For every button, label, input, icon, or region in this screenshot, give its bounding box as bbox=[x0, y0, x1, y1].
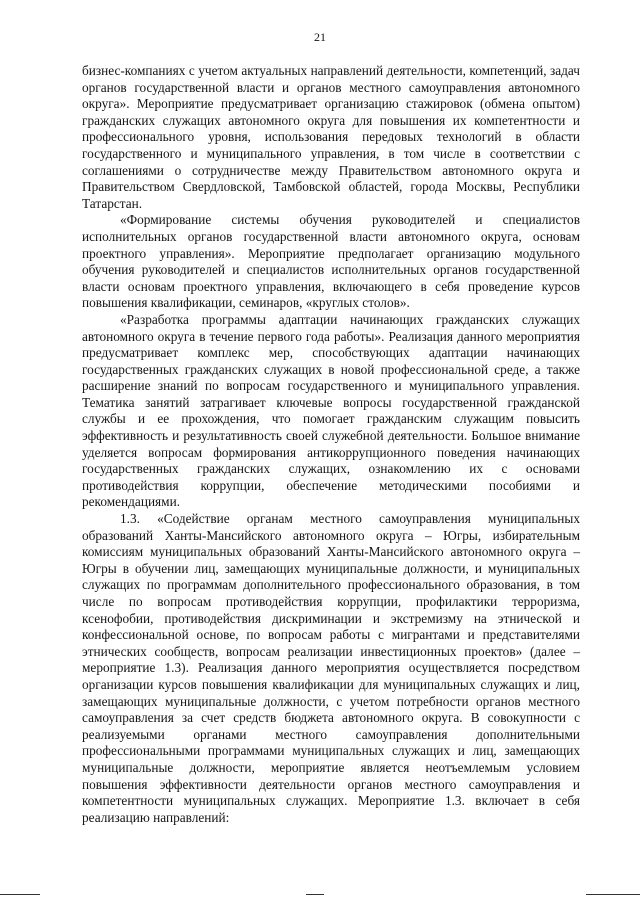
scan-artifact-left bbox=[0, 894, 40, 895]
paragraph-1: бизнес-компаниях с учетом актуальных направлений деятельности, компетенций, задач органов государственной власти и органов местного самоуправления автономного округа». Мероприятие предусматривает организацию стажировок (обмена опытом) гражданских служащих автономного округа для повышения их компетентности и профессионального уровня, использования передовых технологий в области государственного и муниципального управления, в том числе в соответствии с соглашениями о сотрудничестве между Правительством автономного округа и Правительством Свердловской, Тамбовской областей, города Москвы, Республики Татарстан. bbox=[82, 63, 580, 211]
scan-artifact-right bbox=[586, 894, 640, 895]
paragraph-4: 1.3. «Содействие органам местного самоуправления муниципальных образований Ханты-Мансийского автономного округа – Югры, избирательным комиссиям муниципальных образований Ханты-Мансийского автономного округа – Югры в обучении лиц, замещающих муниципальные должности, и муниципальных служащих по программам дополнительного профессионального образования, в том числе по вопросам противодействия коррупции, профилактики терроризма, ксенофобии, противодействия дискриминации и экстремизму на этнической и конфессиональной основе, по вопросам работы с мигрантами и представителями этнических сообществ, вопросам реализации инвестиционных проектов» (далее – мероприятие 1.3). Реализация данного мероприятия осуществляется посредством организации курсов повышения квалификации для муниципальных служащих и лиц, замещающих муниципальные должности, с учетом потребности органов местного самоуправления за счет средств бюджета автономного округа. В совокупности с реализуемыми органами местного самоуправления дополнительными профессиональными программами муниципальных служащих и лиц, замещающих муниципальные должности, мероприятие является неотъемлемым условием повышения эффективности деятельности органов местного самоуправления и компетентности муниципальных служащих. Мероприятие 1.3. включает в себя реализацию направлений: bbox=[82, 511, 580, 825]
document-body bbox=[82, 63, 580, 826]
paragraph-2: «Формирование системы обучения руководителей и специалистов исполнительных органов государственной власти автономного округа, основам проектного управления». Мероприятие предполагает организацию модульного обучения руководителей и специалистов исполнительных органов государственной власти основам проектного управления, включающего в себя проведение курсов повышения квалификации, семинаров, «круглых столов». bbox=[82, 212, 580, 311]
paragraph-3: «Разработка программы адаптации начинающих гражданских служащих автономного округа в течение первого года работы». Реализация данного мероприятия предусматривает комплекс мер, способствующих адаптации начинающих государственных гражданских служащих в новой профессиональной среде, а также расширение знаний по вопросам государственного и муниципального управления. Тематика занятий затрагивает ключевые вопросы государственной гражданской службы и ее прохождения, что помогает гражданским служащим повысить эффективность и результативность своей служебной деятельности. Большое внимание уделяется вопросам формирования антикоррупционного поведения начинающих государственных гражданских служащих, ознакомлению их с основами противодействия коррупции, обеспечение методическими пособиями и рекомендациями. bbox=[82, 311, 580, 510]
page-number: 21 bbox=[314, 30, 326, 44]
scan-artifact-mid bbox=[306, 894, 324, 895]
